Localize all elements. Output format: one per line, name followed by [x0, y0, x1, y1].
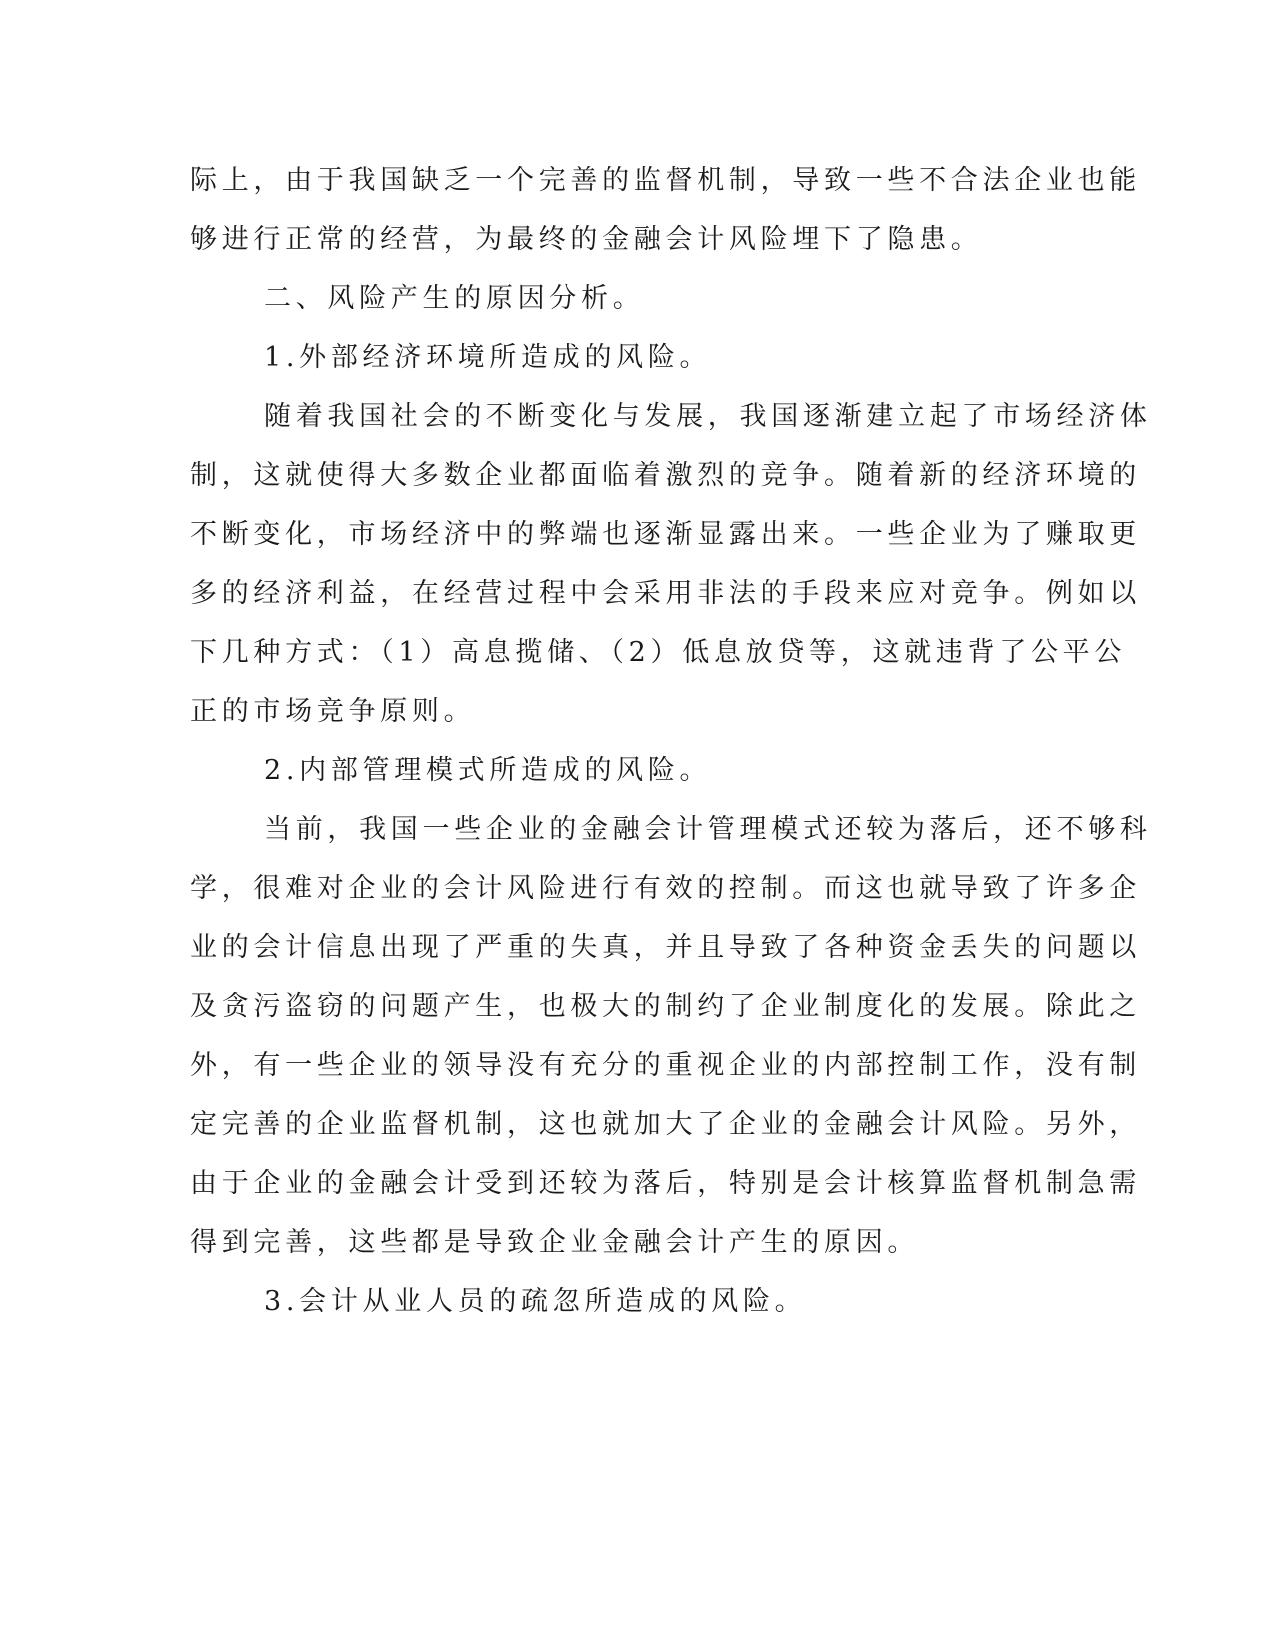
text-line: 业的会计信息出现了严重的失真，并且导致了各种资金丢失的问题以: [190, 932, 1141, 963]
text-line: 下几种方式：（1）高息揽储、（2）低息放贷等，这就违背了公平公: [190, 637, 1127, 668]
text-line: 随着我国社会的不断变化与发展，我国逐渐建立起了市场经济体: [264, 401, 1152, 432]
text-line: 定完善的企业监督机制，这也就加大了企业的金融会计风险。另外，: [190, 1109, 1141, 1140]
text-line: 得到完善，这些都是导致企业金融会计产生的原因。: [190, 1227, 920, 1258]
text-line: 及贪污盗窃的问题产生，也极大的制约了企业制度化的发展。除此之: [190, 991, 1141, 1022]
text-line: 学，很难对企业的会计风险进行有效的控制。而这也就导致了许多企: [190, 873, 1141, 904]
text-line: 不断变化，市场经济中的弊端也逐渐显露出来。一些企业为了赚取更: [190, 519, 1141, 550]
text-line: 由于企业的金融会计受到还较为落后，特别是会计核算监督机制急需: [190, 1168, 1141, 1199]
subsection-heading: 2.内部管理模式所造成的风险。: [264, 755, 712, 786]
text-line: 外，有一些企业的领导没有充分的重视企业的内部控制工作，没有制: [190, 1050, 1141, 1081]
text-line: 多的经济利益，在经营过程中会采用非法的手段来应对竞争。例如以: [190, 578, 1141, 609]
text-line: 当前，我国一些企业的金融会计管理模式还较为落后，还不够科: [264, 814, 1152, 845]
text-line: 正的市场竞争原则。: [190, 696, 476, 727]
text-line: 够进行正常的经营，为最终的金融会计风险埋下了隐患。: [190, 224, 983, 255]
text-line: 制，这就使得大多数企业都面临着激烈的竞争。随着新的经济环境的: [190, 460, 1141, 491]
subsection-heading: 1.外部经济环境所造成的风险。: [264, 342, 712, 373]
section-heading: 二、风险产生的原因分析。: [264, 283, 645, 314]
subsection-heading: 3.会计从业人员的疏忽所造成的风险。: [264, 1286, 807, 1317]
text-line: 际上，由于我国缺乏一个完善的监督机制，导致一些不合法企业也能: [190, 165, 1141, 196]
